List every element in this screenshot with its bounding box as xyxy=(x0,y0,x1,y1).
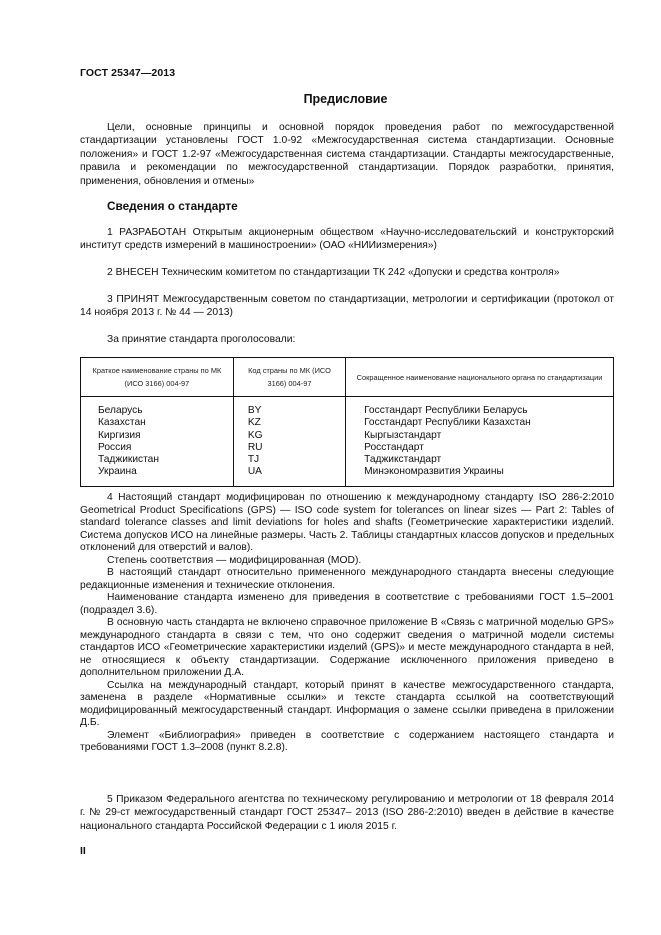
country-code: BY xyxy=(247,405,262,416)
country-code: TJ xyxy=(247,454,260,466)
standard-code-header: ГОСТ 25347—2013 xyxy=(80,67,176,79)
country-code: UA xyxy=(247,466,262,478)
country-name: Россия xyxy=(98,441,132,453)
item-4-changes: В настоящий стандарт относительно примененного международного стандарта внесены следующие редакционные изменения и технические отклонения. xyxy=(80,567,614,591)
table-header-row xyxy=(81,358,614,397)
country-name: Таджикистан xyxy=(98,454,159,466)
info-item-1-developed: 1 РАЗРАБОТАН Открытым акционерным обществом «Научно-исследовательский и конструкторский институт средств измерений в машиностроении» (ОАО «НИИизмерения») xyxy=(80,227,614,252)
country-codes-cell xyxy=(233,397,345,487)
standards-body: Госстандарт Республики Беларусь xyxy=(364,405,528,416)
voting-states-table xyxy=(80,357,614,487)
voted-label: За принятие стандарта проголосовали: xyxy=(107,334,296,345)
header-country-code: Код страны по МК (ИСО 3166) 004-97 xyxy=(233,358,345,397)
table-body-row xyxy=(81,397,614,487)
item-4-degree: Степень соответствия — модифицированная (MOD). xyxy=(107,554,362,566)
standard-info-title: Сведения о стандарте xyxy=(107,199,238,213)
country-name: Беларусь xyxy=(98,405,143,416)
standards-body: Госстандарт Республики Казахстан xyxy=(364,417,531,429)
info-item-3-adopted: 3 ПРИНЯТ Межгосударственным советом по стандартизации, метрологии и сертификации (протокол от 14 ноября 2013 г. № 44 — 2013) xyxy=(80,294,614,319)
item-4-bibliography-note: Элемент «Библиография» приведен в соответствие с содержанием настоящего стандарта и требованиями ГОСТ 1.3–2008 (пункт 8.2.8). xyxy=(80,729,614,753)
country-code: KZ xyxy=(247,417,261,429)
country-code: RU xyxy=(247,441,263,453)
foreword-paragraph: Цели, основные принципы и основной порядок проведения работ по межгосударственной стандартизации установлены ГОСТ 1.0-92 «Межгосударственная система стандартизации. Основные положения» и ГОСТ 1.2-97 «Межгосударственная система стандартизации. Стандарты межгосударственные, правила и рекомендации по межгосударственной стандартизации. Порядок разработки, принятия, применения, обновления и отмены» xyxy=(80,122,614,187)
item-4-name-change: Наименование стандарта изменено для приведения в соответствие с требованиями ГОСТ 1.5–2001 (подраздел 3.6). xyxy=(80,592,614,616)
country-code: KG xyxy=(247,429,263,441)
header-standards-body: Сокращенное наименование национального органа по стандартизации xyxy=(346,358,614,397)
country-name: Киргизия xyxy=(98,429,141,441)
country-name: Украина xyxy=(98,466,137,478)
item-4-annex-note: В основную часть стандарта не включено справочное приложение В «Связь с матричной моделью GPS» международного стандарта в связи с тем, что оно содержит сведения о матричной модели системы стандартов ИСО «Геометрические характеристики изделий (GPS)» и месте международного стандарта в ней, не относящиеся к объекту стандартизации. Содержание исключенного приложения приведено в дополнительном приложении Д.А. xyxy=(80,617,614,678)
standards-bodies-cell xyxy=(346,397,614,487)
item-4-main-text: 4 Настоящий стандарт модифицирован по отношению к международному стандарту ISO 286-2:2010 Geometrical Product Specifications (GPS) — ISO code system for tolerances on linear sizes — Part 2: Tables of standard tolerance classes and limit deviations for holes and shafts (Геометрические характеристики изделий. Система допусков ИСО на линейные размеры. Часть 2. Таблицы стандартных классов допусков и предельных отклонений для отверстий и валов). xyxy=(80,492,614,553)
info-item-2-introduced: 2 ВНЕСЕН Техническим комитетом по стандартизации ТК 242 «Допуски и средства контроля» xyxy=(107,267,560,278)
item-4-reference-note: Ссылка на международный стандарт, который принят в качестве межгосударственного стандарта, заменена в разделе «Нормативные ссылки» и тексте стандарта ссылкой на соответствующий модифицированный межгосударственный стандарт. Информация о замене ссылки приведена в приложении Д.Б. xyxy=(80,679,614,728)
standards-body: Минэкономразвития Украины xyxy=(364,466,504,478)
standards-body: Росстандарт xyxy=(364,441,424,453)
page-number: II xyxy=(80,845,86,857)
standards-body: Таджикстандарт xyxy=(364,454,442,466)
header-country-name: Краткое наименование страны по МК (ИСО 3166) 004-97 xyxy=(81,358,234,397)
country-names-cell xyxy=(81,397,234,487)
country-name: Казахстан xyxy=(98,417,146,429)
foreword-title: Предисловие xyxy=(303,92,388,106)
standards-body: Кыргызстандарт xyxy=(364,429,442,441)
info-item-5-enacted: 5 Приказом Федерального агентства по техническому регулированию и метрологии от 18 февраля 2014 г. № 29-ст межгосударственный стандарт ГОСТ 25347– 2013 (ISO 286-2:2010) введен в действие в качестве национального стандарта Российской Федерации с 1 июля 2015 г. xyxy=(80,794,614,832)
info-item-4-block xyxy=(80,492,614,755)
